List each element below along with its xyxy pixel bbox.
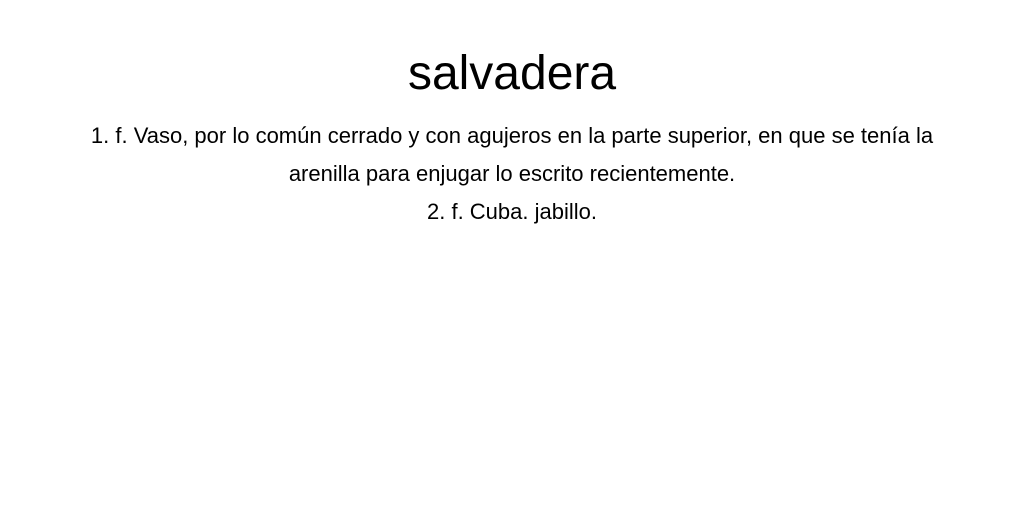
definitions-list [62, 117, 962, 231]
definition-1: 1. f. Vaso, por lo común cerrado y con agujeros en la parte superior, en que se tenía la arenilla para enjugar lo escrito recientemente. [90, 123, 934, 186]
headword: salvadera [407, 47, 617, 100]
definition-2: 2. f. Cuba. jabillo. [427, 199, 597, 224]
